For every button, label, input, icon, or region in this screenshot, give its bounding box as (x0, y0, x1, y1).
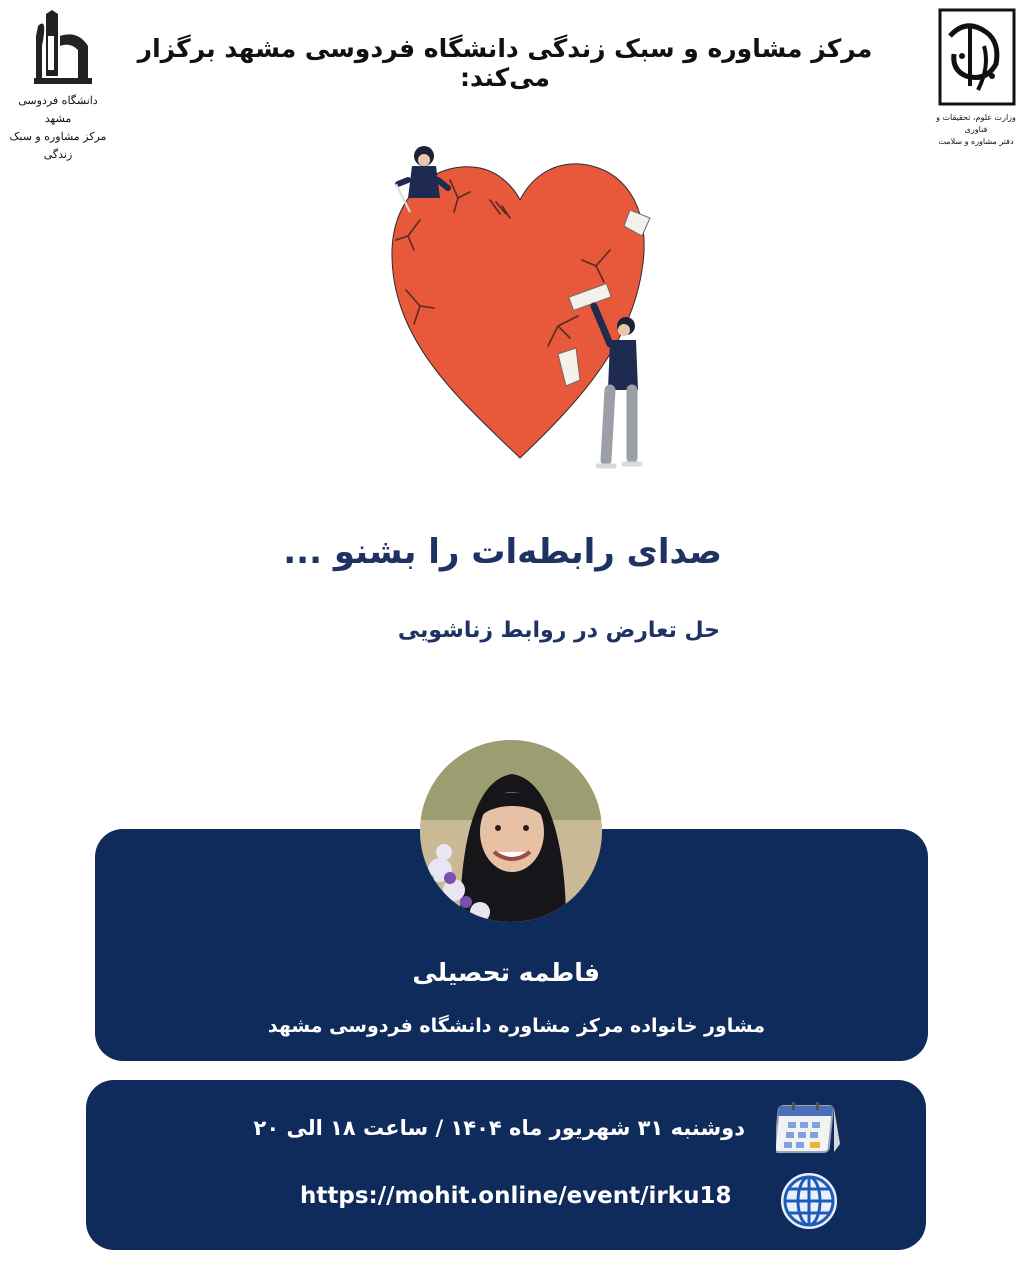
speaker-role: مشاور خانواده مرکز مشاوره دانشگاه فردوسی مشهد (267, 1015, 765, 1037)
speaker-photo (420, 740, 602, 922)
event-subtitle: حل تعارض در روابط زناشویی (397, 618, 720, 643)
right-logo-line-2: وزارت علوم، تحقیقات و فناوری (936, 113, 1016, 134)
header-title: مرکز مشاوره و سبک زندگی دانشگاه فردوسی مشهد برگزار می‌کند: (137, 34, 873, 92)
globe-icon (778, 1170, 840, 1232)
left-logo-line-2: مرکز مشاوره و سبک زندگی (9, 130, 107, 161)
left-logo-line-1: دانشگاه فردوسی مشهد (18, 94, 98, 125)
broken-heart-illustration (380, 140, 660, 475)
speaker-name: فاطمه تحصیلی (412, 958, 600, 987)
broken-heart-icon (380, 140, 660, 475)
right-logo-line-3: دفتر مشاوره و سلامت (938, 137, 1014, 146)
ferdowsi-university-logo (8, 6, 108, 161)
calendar-icon (776, 1098, 842, 1160)
event-link[interactable]: https://mohit.online/event/irku18 (300, 1183, 732, 1209)
event-datetime: دوشنبه ۳۱ شهریور ماه ۱۴۰۴ / ساعت ۱۸ الی ۲۰ (253, 1116, 745, 1140)
event-title: صدای رابطه‌ات را بشنو ... (283, 532, 722, 572)
student-affairs-logo (926, 6, 1026, 146)
